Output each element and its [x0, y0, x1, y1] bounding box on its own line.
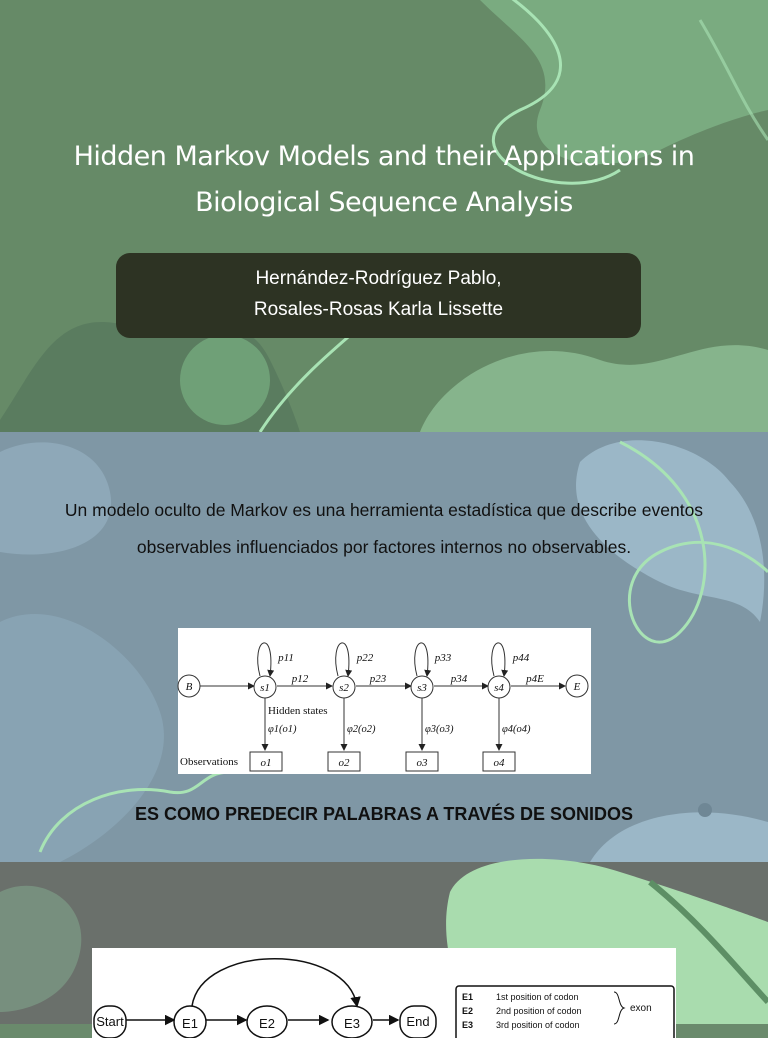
- legend-key: E3: [462, 1020, 474, 1030]
- state-label: s1: [260, 682, 270, 694]
- hidden-states-label: Hidden states: [268, 705, 328, 717]
- gene-model-slide: [0, 862, 768, 1031]
- author-box: [116, 253, 641, 338]
- state-label: s2: [339, 682, 349, 694]
- gene-structure-diagram: [92, 948, 676, 1038]
- exon-state-label: E1: [182, 1016, 198, 1031]
- observation-label: o3: [416, 757, 428, 769]
- title-slide: [0, 0, 768, 432]
- emission-label: φ4(o4): [502, 724, 531, 735]
- observation-label: o4: [493, 757, 505, 769]
- end-label: E: [573, 681, 581, 693]
- state-label: s4: [494, 682, 504, 694]
- legend-key: E1: [462, 992, 474, 1002]
- transition-label: p4E: [526, 673, 544, 685]
- legend-text: 3rd position of codon: [496, 1020, 580, 1030]
- observations-label: Observations: [180, 756, 239, 768]
- emission-label: φ1(o1): [268, 724, 297, 735]
- definition-slide: [0, 432, 768, 862]
- slide-title: Hidden Markov Models and their Applications in Biological Sequence Analysis: [73, 141, 695, 218]
- legend-text: 1st position of codon: [496, 992, 579, 1002]
- self-transition-label: p22: [356, 652, 374, 664]
- author-2: Rosales-Rosas Karla Lissette: [253, 299, 504, 320]
- emission-label: φ3(o3): [425, 724, 454, 735]
- self-transition-label: p11: [278, 652, 294, 664]
- legend-key: E2: [462, 1006, 474, 1016]
- tagline: ES COMO PREDECIR PALABRAS A TRAVÉS DE SONIDOS: [134, 804, 634, 824]
- legend-text: 2nd position of codon: [496, 1006, 582, 1016]
- description-text: Un modelo oculto de Markov es una herramienta estadística que describe eventos observables influenciados por factores internos no observables.: [64, 500, 704, 557]
- state-label: s3: [417, 682, 427, 694]
- exon-state-label: E3: [344, 1016, 360, 1031]
- hmm-diagram: [178, 628, 591, 774]
- self-transition-label: p44: [512, 652, 530, 664]
- transition-label: p34: [450, 673, 468, 685]
- transition-label: p23: [369, 673, 387, 685]
- observation-label: o2: [338, 757, 350, 769]
- observation-label: o1: [260, 757, 272, 769]
- end-label: End: [406, 1014, 430, 1029]
- author-1: Hernández-Rodríguez Pablo,: [255, 268, 502, 289]
- brace-label: exon: [630, 1003, 652, 1014]
- self-transition-label: p33: [434, 652, 452, 664]
- start-label: Start: [96, 1014, 124, 1029]
- exon-state-label: E2: [259, 1016, 275, 1031]
- emission-label: φ2(o2): [347, 724, 376, 735]
- start-label: B: [185, 681, 193, 693]
- transition-label: p12: [291, 673, 309, 685]
